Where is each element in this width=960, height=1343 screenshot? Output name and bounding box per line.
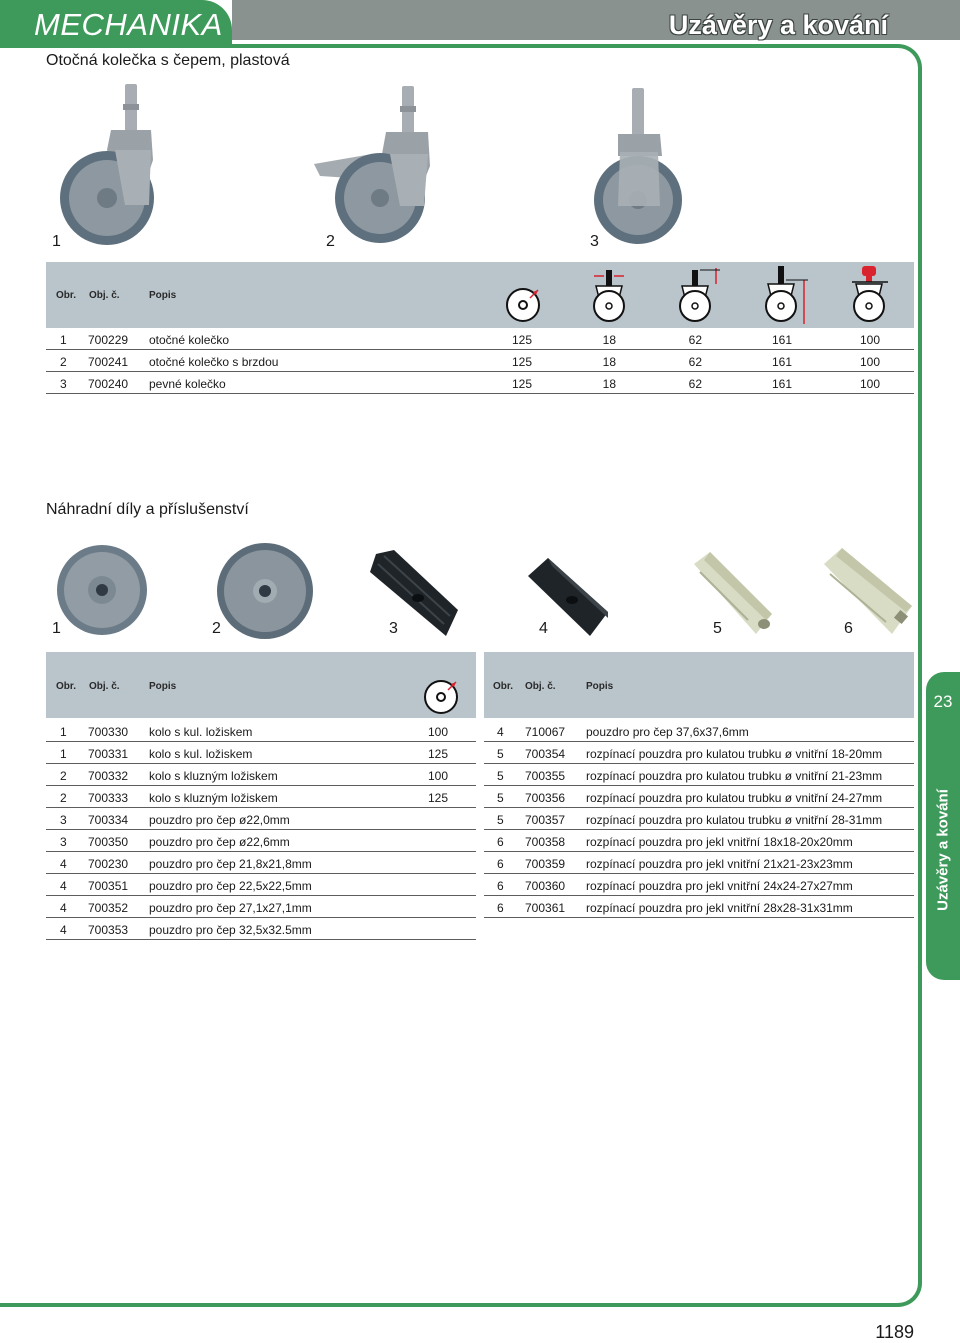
table-row: 5 700356 rozpínací pouzdra pro kulatou trubku ø vnitřní 24-27mm [484, 786, 914, 808]
table2-col-popis: Popis [149, 681, 177, 692]
table-row: 6 700359 rozpínací pouzdra pro jekl vnitřní 21x21-23x23mm [484, 852, 914, 874]
table-row: 4 700352 pouzdro pro čep 27,1x27,1mm [46, 896, 476, 918]
table-row: 1 700229 otočné kolečko 125 18 62 161 100 [46, 328, 914, 350]
round-bushing-image [366, 550, 462, 640]
table-row: 4 700230 pouzdro pro čep 21,8x21,8mm [46, 852, 476, 874]
wheel-label-1: 1 [52, 233, 61, 250]
table1-col-popis: Popis [149, 290, 177, 301]
square-bushing-image [524, 556, 610, 638]
swivel-caster-image [55, 80, 165, 250]
spare-label-1: 1 [52, 620, 61, 637]
table3-col-obr: Obr. [493, 681, 514, 692]
wheel-plain-bearing-image [216, 542, 314, 640]
table-row: 4 700351 pouzdro pro čep 22,5x22,5mm [46, 874, 476, 896]
section-title: Uzávěry a kování [668, 10, 888, 40]
table-row: 6 700358 rozpínací pouzdra pro jekl vnitřní 18x18-20x20mm [484, 830, 914, 852]
table1-col-obr: Obr. [56, 290, 77, 301]
table-row: 4 710067 pouzdro pro čep 37,6x37,6mm [484, 720, 914, 742]
fixed-caster-image [590, 86, 690, 246]
brand-title: MECHANIKA [34, 7, 223, 42]
spares-title: Náhradní díly a příslušenství [46, 501, 249, 518]
table3-col-obj: Obj. č. [525, 681, 556, 692]
table-row: 6 700360 rozpínací pouzdra pro jekl vnitřní 24x24-27x27mm [484, 874, 914, 896]
spare-label-5: 5 [713, 620, 722, 637]
table-row: 5 700355 rozpínací pouzdra pro kulatou trubku ø vnitřní 21-23mm [484, 764, 914, 786]
table-row: 1 700331 kolo s kul. ložiskem 125 [46, 742, 476, 764]
round-expansion-sleeve-image [688, 550, 774, 636]
table2-col-obj: Obj. č. [89, 681, 120, 692]
table-row: 2 700333 kolo s kluzným ložiskem 125 [46, 786, 476, 808]
wheel-ball-bearing-image [56, 544, 148, 636]
total-height-icon [762, 266, 812, 328]
table2-col-obr: Obr. [56, 681, 77, 692]
table-row: 3 700350 pouzdro pro čep ø22,6mm [46, 830, 476, 852]
table1-col-obj: Obj. č. [89, 290, 120, 301]
stem-length-icon [676, 266, 724, 324]
brake-caster-image [312, 84, 452, 246]
spare-label-6: 6 [844, 620, 853, 637]
table-row: 3 700334 pouzdro pro čep ø22,0mm [46, 808, 476, 830]
wheel-diameter-icon [504, 284, 544, 324]
table-row: 1 700330 kolo s kul. ložiskem 100 [46, 720, 476, 742]
stem-width-icon [590, 266, 630, 324]
wheel-label-2: 2 [326, 233, 335, 250]
spare-label-3: 3 [389, 620, 398, 637]
spare-label-2: 2 [212, 620, 221, 637]
table-row: 5 700357 rozpínací pouzdra pro kulatou trubku ø vnitřní 28-31mm [484, 808, 914, 830]
chapter-number: 23 [933, 692, 953, 711]
table-row: 4 700353 pouzdro pro čep 32,5x32.5mm [46, 918, 476, 940]
page-number: 1189 [875, 1322, 914, 1342]
table-row: 2 700241 otočné kolečko s brzdou 125 18 62 161 100 [46, 350, 914, 372]
chapter-label: Uzávěry a kování [934, 789, 952, 911]
load-capacity-icon [848, 264, 894, 324]
table-row: 2 700332 kolo s kluzným ložiskem 100 [46, 764, 476, 786]
table3-col-popis: Popis [586, 681, 614, 692]
page-subtitle: Otočná kolečka s čepem, plastová [46, 52, 290, 69]
table-row: 5 700354 rozpínací pouzdra pro kulatou trubku ø vnitřní 18-20mm [484, 742, 914, 764]
wheel-diameter-icon [422, 676, 462, 716]
wheel-label-3: 3 [590, 233, 599, 250]
square-expansion-sleeve-image [820, 546, 914, 636]
spare-label-4: 4 [539, 620, 548, 637]
table-row: 3 700240 pevné kolečko 125 18 62 161 100 [46, 372, 914, 394]
table-row: 6 700361 rozpínací pouzdra pro jekl vnitřní 28x28-31x31mm [484, 896, 914, 918]
